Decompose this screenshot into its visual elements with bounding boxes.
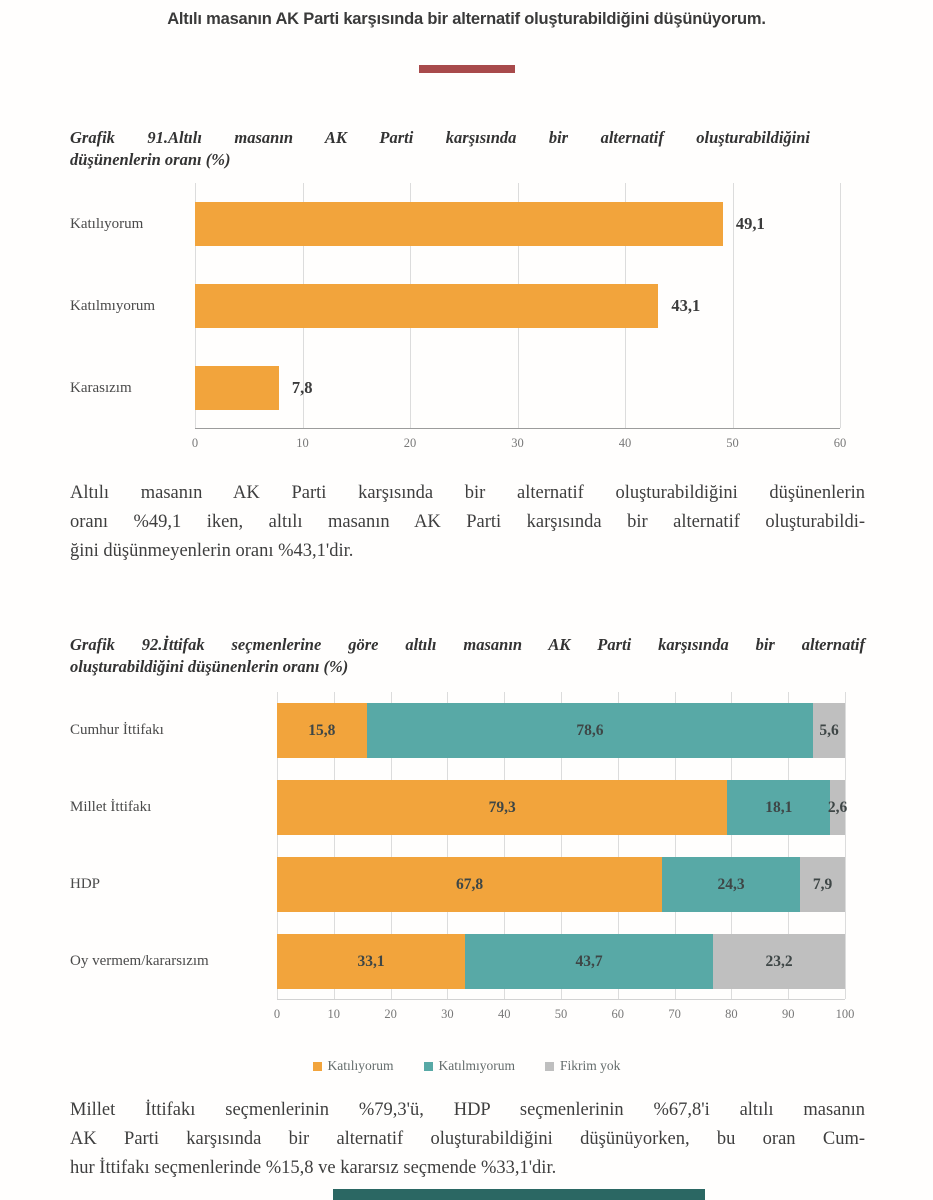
text-line: oranı %49,1 iken, altılı masanın AK Parti karşısında bir alternatif oluşturabildi- — [70, 512, 865, 532]
text-line: düşünenlerin oranı (%) — [70, 150, 231, 169]
plot-row — [195, 183, 840, 265]
footer-bar — [333, 1189, 705, 1200]
bar-segment-fikrim-yok — [827, 780, 848, 835]
x-axis-tick: 40 — [618, 436, 632, 450]
x-axis-tick: 10 — [327, 1007, 341, 1021]
paragraph-2 — [70, 1096, 865, 1183]
value-label: 49,1 — [735, 214, 765, 233]
category-label: Karasızım — [70, 379, 132, 396]
bar — [195, 366, 313, 410]
value-label: 67,8 — [455, 875, 484, 893]
bar-rows — [70, 183, 840, 429]
x-axis-tick: 20 — [384, 1007, 397, 1021]
category-label: HDP — [70, 876, 101, 892]
value-label: 79,3 — [488, 798, 516, 816]
x-axis — [191, 429, 847, 457]
text-line: oluşturabildiğini düşünenlerin oranı (%) — [70, 657, 349, 676]
chart-row — [70, 265, 840, 347]
value-label: 24,3 — [717, 875, 745, 893]
gridline — [840, 183, 841, 428]
category-label: Millet İttifakı — [70, 799, 152, 815]
gridline — [845, 692, 846, 999]
x-axis-tick: 100 — [835, 1007, 855, 1021]
bar-segment-katiliyorum — [277, 780, 727, 835]
legend-label: Fikrim yok — [560, 1058, 621, 1073]
category-label: Oy vermem/kararsızım — [70, 953, 209, 969]
chart-row — [70, 769, 848, 846]
paragraph-1 — [70, 479, 865, 566]
bar-segment-katiliyorum — [277, 934, 465, 989]
value-label: 15,8 — [308, 721, 336, 739]
value-label: 5,6 — [819, 721, 839, 739]
plot-row — [277, 923, 845, 1000]
value-label: 43,7 — [575, 952, 603, 970]
text-line: hur İttifakı seçmenlerinde %15,8 ve kararsız seçmende %33,1'dir. — [70, 1158, 557, 1178]
value-label: 33,1 — [357, 952, 385, 970]
value-label: 43,1 — [671, 296, 701, 315]
text-line: Grafik 91.Altılı masanın AK Parti karşısında bir alternatif oluşturabildiğini — [70, 128, 810, 147]
legend-label: Katılıyorum — [327, 1058, 394, 1073]
bar-segment-katilmiyorum — [662, 857, 800, 912]
plot-row — [195, 347, 840, 429]
text-line: Altılı masanın AK Parti karşısında bir alternatif oluşturabildiğini düşünenlerin — [70, 483, 865, 503]
x-axis-tick: 20 — [403, 436, 417, 450]
x-axis-tick: 0 — [191, 436, 199, 450]
page-title: Altılı masanın AK Parti karşısında bir alternatif oluşturabildiğini düşünüyorum. — [167, 10, 766, 28]
x-axis-tick: 80 — [725, 1007, 738, 1021]
x-axis-tick: 40 — [497, 1007, 511, 1021]
value-label: 78,6 — [576, 721, 604, 739]
text-line: Grafik 92.İttifak seçmenlerine göre altılı masanın AK Parti karşısında bir alternatif — [70, 635, 865, 654]
x-axis-tick: 30 — [441, 1007, 454, 1021]
chart-row — [70, 923, 845, 1000]
legend-item — [545, 1058, 620, 1074]
grafik-91-chart — [70, 183, 847, 457]
grafik-91-title — [70, 127, 810, 171]
grafik-92-title — [70, 634, 865, 678]
category-label: Cumhur İttifakı — [70, 722, 164, 738]
plot-area — [70, 692, 848, 1000]
bar-segment-fikrim-yok — [800, 857, 845, 912]
text-line: Millet İttifakı seçmenlerinin %79,3'ü, HDP seçmenlerinin %67,8'i altılı masanın — [70, 1100, 865, 1120]
accent-dash — [419, 65, 515, 73]
legend-swatch-icon — [313, 1062, 322, 1071]
bar — [195, 284, 701, 328]
x-axis-tick: 30 — [511, 436, 524, 450]
legend-label: Katılmıyorum — [438, 1058, 516, 1073]
legend-item — [313, 1058, 394, 1074]
text-line: AK Parti karşısında bir alternatif oluşturabildiğini düşünüyorken, bu oran Cum- — [70, 1129, 865, 1149]
plot-row — [277, 769, 848, 846]
legend-swatch-icon — [545, 1062, 554, 1071]
plot-area — [70, 183, 840, 429]
x-axis-tick: 10 — [296, 436, 309, 450]
bar-segment-fikrim-yok — [813, 703, 845, 758]
bar-segment-katilmiyorum — [465, 934, 713, 989]
value-label: 2,6 — [827, 798, 848, 816]
plot-row — [277, 846, 845, 923]
text-line: ğini düşünmeyenlerin oranı %43,1'dir. — [70, 541, 354, 561]
chart-legend — [0, 1058, 933, 1074]
chart-row — [70, 846, 845, 923]
plot-row — [195, 265, 840, 347]
value-label: 7,8 — [291, 378, 313, 397]
chart-row — [70, 692, 845, 769]
bar-segment-katilmiyorum — [367, 703, 813, 758]
bar-segment-fikrim-yok — [713, 934, 845, 989]
bar-segment-katiliyorum — [277, 703, 367, 758]
chart-row — [70, 183, 840, 265]
x-axis-tick: 90 — [781, 1007, 795, 1021]
legend-swatch-icon — [424, 1062, 433, 1071]
bar-segment-katiliyorum — [277, 857, 662, 912]
plot-row — [277, 692, 845, 769]
legend-item — [424, 1058, 516, 1074]
category-label: Katılıyorum — [70, 215, 144, 232]
x-axis-tick: 50 — [726, 436, 739, 450]
value-label: 23,2 — [765, 952, 793, 970]
x-axis-tick: 60 — [833, 436, 847, 450]
x-axis-tick: 50 — [554, 1007, 568, 1021]
grafik-92-chart — [70, 692, 855, 1028]
x-axis-tick: 60 — [611, 1007, 625, 1021]
x-axis — [273, 1000, 855, 1028]
bar — [195, 202, 765, 246]
x-axis-tick: 0 — [273, 1007, 281, 1021]
x-axis-tick: 70 — [668, 1007, 681, 1021]
chart-row — [70, 347, 840, 429]
bar-rows — [70, 692, 848, 1000]
category-label: Katılmıyorum — [70, 297, 155, 314]
value-label: 7,9 — [812, 875, 833, 893]
value-label: 18,1 — [765, 798, 793, 816]
bar-segment-katilmiyorum — [727, 780, 830, 835]
